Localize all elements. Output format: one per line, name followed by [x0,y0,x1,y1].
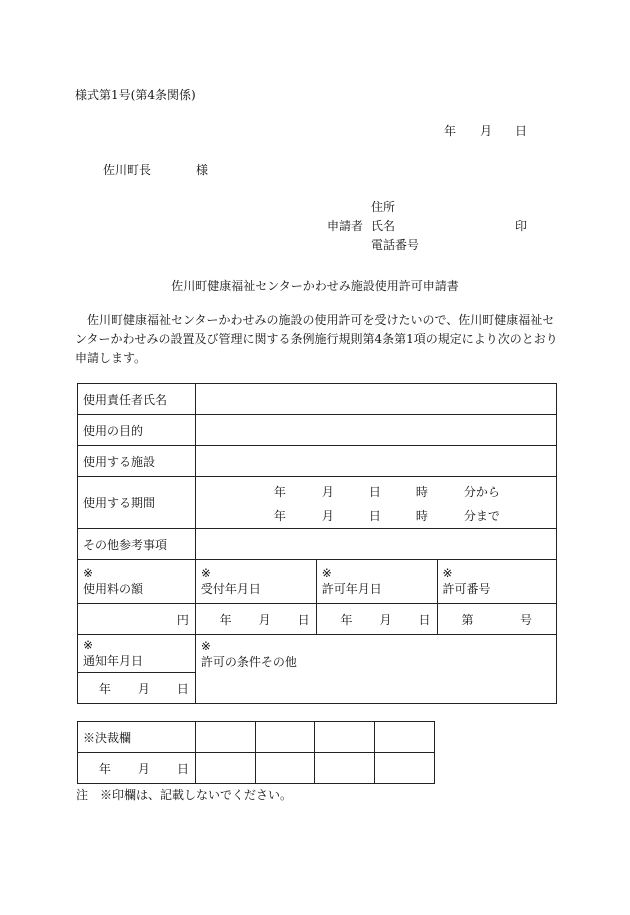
applicant-label: 申請者 [327,219,364,233]
facility-field[interactable] [195,446,556,477]
notice-year: 年 [98,681,111,696]
period-start-line [196,479,556,503]
notice-date-mark: ※ [83,638,94,652]
form-number: 様式第1号(第4条関係) [75,88,196,102]
permit-date-field[interactable] [316,604,437,635]
received-date-label: 受付年月日 [200,582,261,596]
other-notes-label: その他参考事項 [78,529,196,560]
responsible-person-field[interactable] [195,384,556,415]
approval-cell[interactable] [255,722,315,753]
application-table [77,383,557,704]
notice-date-field[interactable] [78,673,196,704]
permit-date-mark: ※ [321,566,332,580]
permit-number-dai: 第 [461,612,474,627]
permit-date-label: 許可年月日 [321,582,382,596]
other-notes-field[interactable] [195,529,556,560]
document-title: 佐川町健康福祉センターかわせみ施設使用許可申請書 [171,279,459,293]
approval-year: 年 [98,761,111,776]
permit-number-field[interactable] [437,604,556,635]
received-day: 日 [297,612,310,627]
yen-label: 円 [176,612,189,627]
date-month-label: 月 [480,124,493,138]
end-hour: 時 [415,508,428,523]
body-line-2: ンターかわせみの設置及び管理に関する条例施行規則第4条第1項の規定により次のとおり [75,332,558,346]
permit-year: 年 [340,612,353,627]
period-label: 使用する期間 [78,477,196,529]
notice-date-label: 通知年月日 [83,654,144,668]
fee-mark: ※ [83,566,94,580]
received-month: 月 [258,612,271,627]
permit-date-header [316,560,437,604]
permit-conditions-cell[interactable] [195,635,556,704]
approval-cell[interactable] [375,722,435,753]
permit-month: 月 [379,612,392,627]
applicant-phone-label: 電話番号 [371,238,420,252]
approval-table [77,721,435,784]
fee-label: 使用料の額 [83,582,144,596]
permit-conditions-mark: ※ [200,639,211,653]
end-month: 月 [321,508,334,523]
start-day: 日 [368,484,381,499]
purpose-label: 使用の目的 [78,415,196,446]
permit-number-header [437,560,556,604]
received-date-header [195,560,316,604]
permit-conditions-label: 許可の条件その他 [200,655,297,669]
approval-day: 日 [176,761,189,776]
permit-number-mark: ※ [442,566,453,580]
approval-cell[interactable] [315,722,375,753]
purpose-field[interactable] [195,415,556,446]
end-minute-to: 分まで [463,508,500,523]
approval-date-field[interactable] [78,753,196,784]
body-line-3: 申請します。 [75,351,147,365]
received-date-field[interactable] [195,604,316,635]
applicant-seal: 印 [515,219,528,233]
permit-day: 日 [418,612,431,627]
period-field[interactable] [195,477,556,529]
received-year: 年 [219,612,232,627]
approval-cell[interactable] [315,753,375,784]
approval-cell[interactable] [255,753,315,784]
body-line-1: 佐川町健康福祉センターかわせみの施設の使用許可を受けたいので、佐川町健康福祉セ [87,313,555,327]
received-date-mark: ※ [200,566,211,580]
approval-cell[interactable] [375,753,435,784]
start-year: 年 [273,484,286,499]
footnote: 注 ※印欄は、記載しないでください。 [76,788,293,802]
approval-cell[interactable] [195,753,255,784]
date-day-label: 日 [515,124,528,138]
addressee-name: 佐川町長 [103,163,152,177]
permit-number-go: 号 [519,612,532,627]
start-hour: 時 [415,484,428,499]
notice-month: 月 [137,681,150,696]
approval-label: ※決裁欄 [78,722,196,753]
approval-month: 月 [137,761,150,776]
end-year: 年 [273,508,286,523]
responsible-person-label: 使用責任者氏名 [78,384,196,415]
notice-date-header [78,635,196,673]
permit-number-label: 許可番号 [442,582,491,596]
date-year-label: 年 [444,124,457,138]
facility-label: 使用する施設 [78,446,196,477]
fee-header [78,560,196,604]
addressee-honorific: 様 [196,163,209,177]
period-end-line [196,503,556,527]
applicant-name-label: 氏名 [371,219,396,233]
notice-day: 日 [176,681,189,696]
applicant-address-label: 住所 [371,200,396,214]
start-month: 月 [321,484,334,499]
approval-cell[interactable] [195,722,255,753]
end-day: 日 [368,508,381,523]
start-minute-from: 分から [463,484,500,499]
fee-field[interactable] [78,604,196,635]
